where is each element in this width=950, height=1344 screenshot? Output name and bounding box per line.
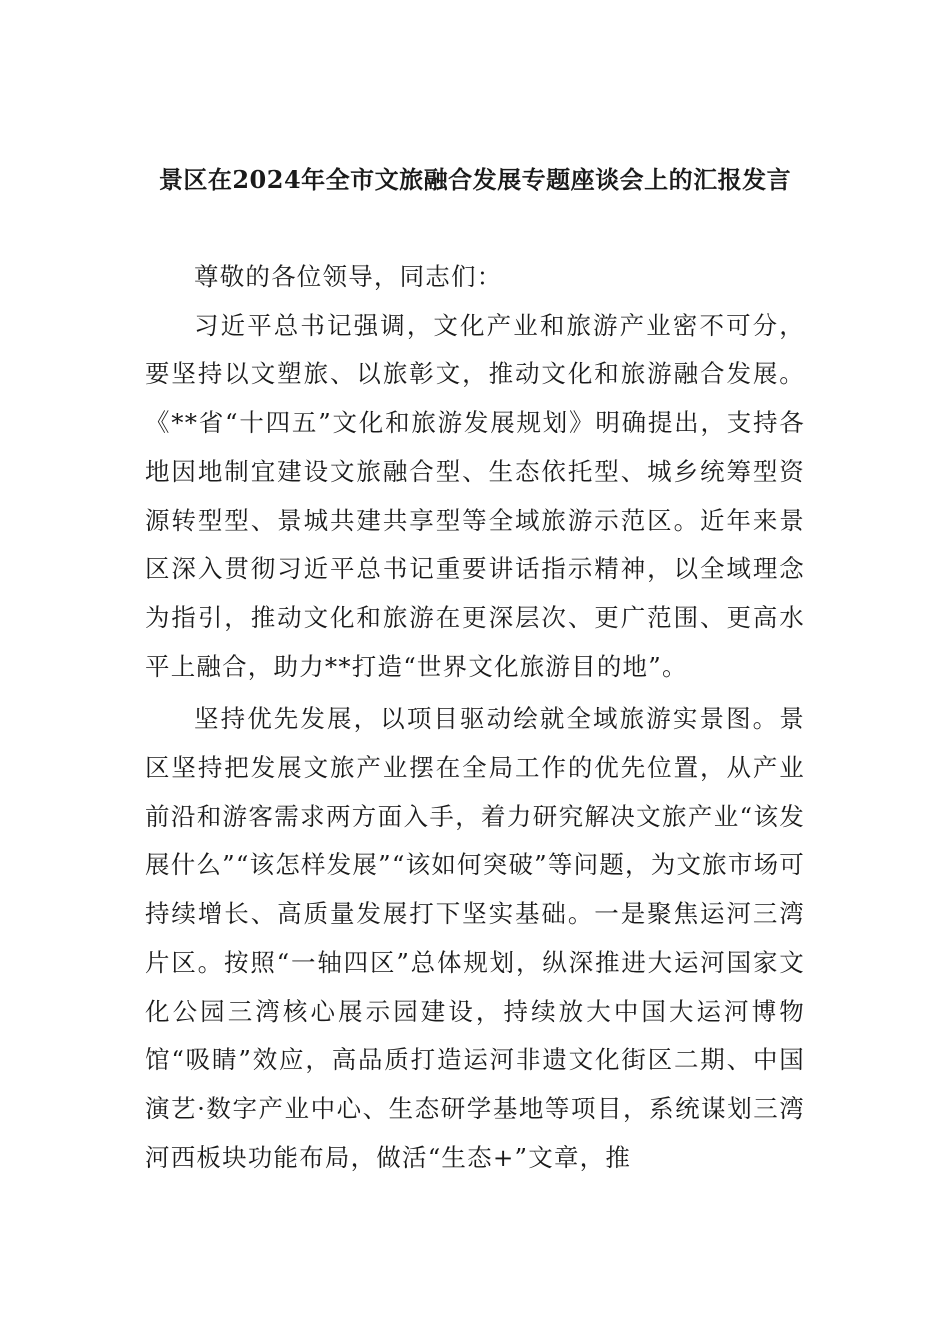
document-body	[145, 253, 805, 1182]
salutation: 尊敬的各位领导，同志们：	[194, 262, 503, 291]
paragraph-priority-development: 坚持优先发展，以项目驱动绘就全域旅游实景图。景区坚持把发展文旅产业摆在全局工作的优先位置，从产业前沿和游客需求两方面入手，着力研究解决文旅产业“该发展什么”“该怎样发展”“该如何突破”等问题，为文旅市场可持续增长、高质量发展打下坚实基础。一是聚焦运河三湾片区。按照“一轴四区”总体规划，纵深推进大运河国家文化公园三湾核心展示园建设，持续放大中国大运河博物馆“吸睛”效应，高品质打造运河非遗文化街区二期、中国演艺·数字产业中心、生态研学基地等项目，系统谋划三湾河西板块功能布局，做活“生态+”文章，推	[145, 704, 805, 1172]
paragraph-intro: 习近平总书记强调，文化产业和旅游产业密不可分，要坚持以文塑旅、以旅彰文，推动文化和旅游融合发展。《**省“十四五”文化和旅游发展规划》明确提出，支持各地因地制宜建设文旅融合型、生态依托型、城乡统筹型资源转型型、景城共建共享型等全域旅游示范区。近年来景区深入贯彻习近平总书记重要讲话指示精神，以全域理念为指引，推动文化和旅游在更深层次、更广范围、更高水平上融合，助力**打造“世界文化旅游目的地”。	[145, 310, 805, 681]
document-title: 景区在2024年全市文旅融合发展专题座谈会上的汇报发言	[158, 165, 792, 194]
